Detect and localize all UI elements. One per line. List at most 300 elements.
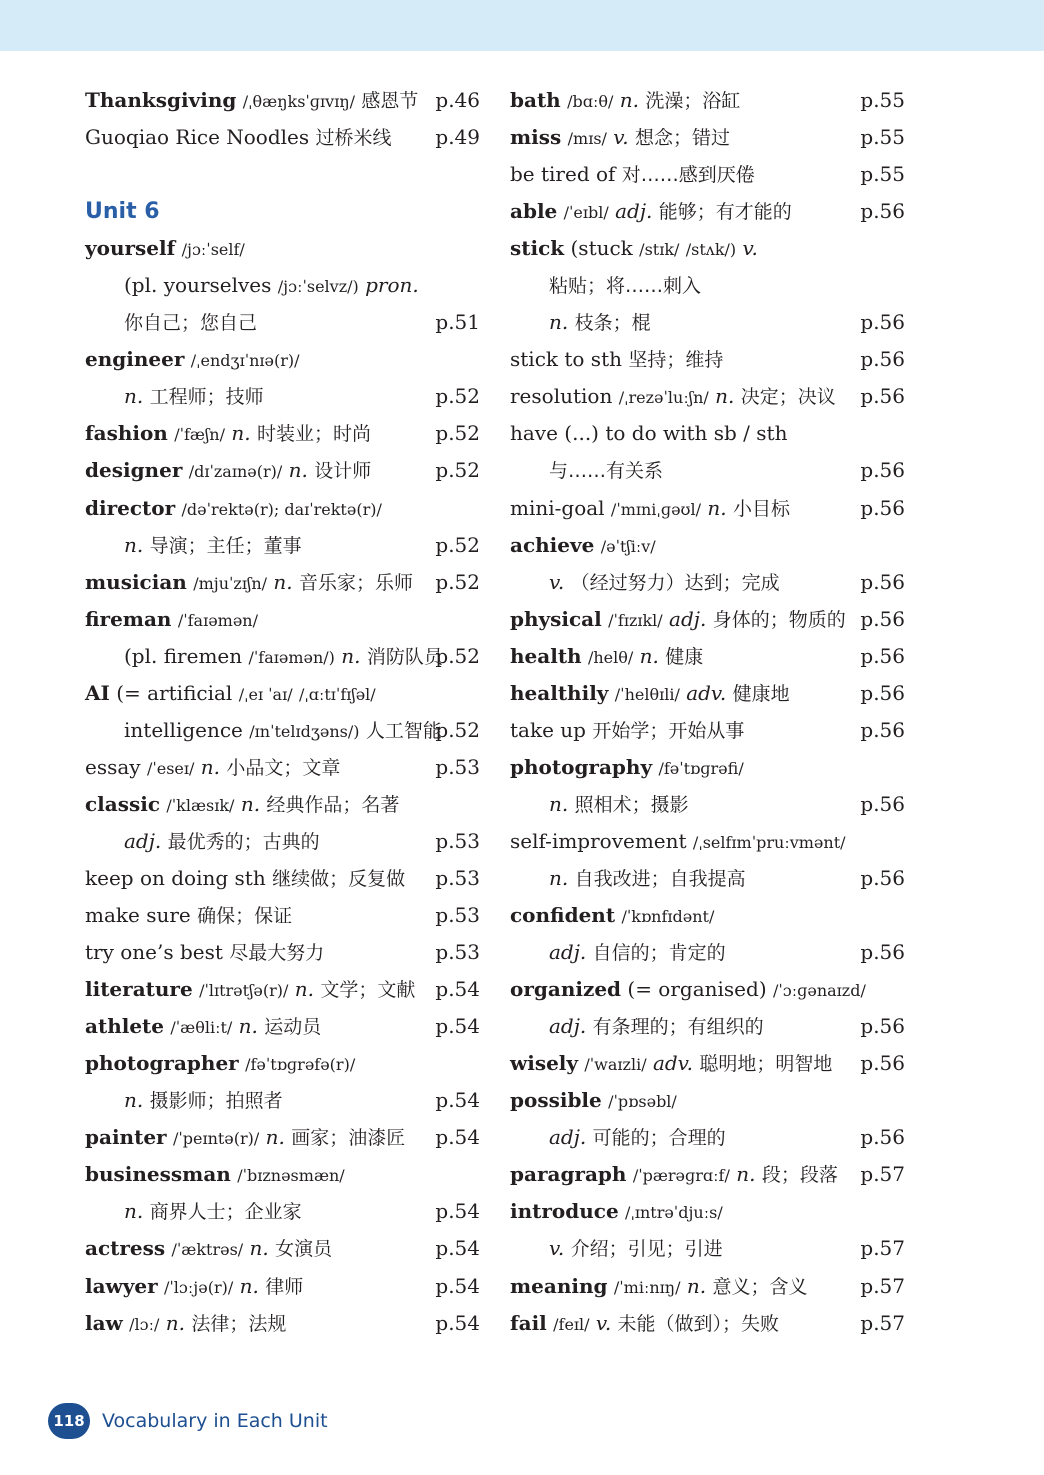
vocab-entry-line	[510, 1305, 905, 1342]
page-reference: p.54	[435, 977, 480, 1002]
chinese-meaning: 消防队员	[366, 645, 443, 668]
page-reference: p.56	[860, 310, 905, 335]
chinese-meaning: 工程师；技师	[149, 386, 264, 409]
chinese-meaning: 洗澡；浴缸	[645, 90, 741, 112]
vocab-entry-line	[510, 1045, 905, 1082]
phonetic: /stʌk/)	[685, 240, 737, 260]
chinese-meaning: 时装业；时尚	[256, 423, 371, 446]
entry-text: (stuck	[570, 236, 633, 261]
page-reference: p.56	[860, 199, 905, 224]
chinese-meaning: 你自己；您自己	[124, 312, 258, 335]
page-reference: p.56	[860, 717, 905, 742]
page-reference: p.53	[435, 865, 480, 890]
page-reference: p.53	[435, 940, 480, 965]
chinese-meaning: 意义；含义	[712, 1275, 808, 1298]
vocab-entry-line	[510, 712, 905, 749]
chinese-meaning: 经典作品；名著	[266, 793, 400, 816]
headword: achieve	[510, 532, 595, 557]
headword: photographer	[85, 1051, 239, 1076]
entry-text: (= artificial	[116, 680, 233, 705]
headword: literature	[85, 977, 193, 1002]
page-reference: p.54	[435, 1236, 480, 1261]
phonetic: /lɔː/	[129, 1314, 160, 1334]
vocab-entry-line	[85, 267, 480, 304]
page-reference: p.52	[435, 717, 480, 742]
vocab-entry-line	[85, 971, 480, 1008]
page-reference: p.52	[435, 569, 480, 594]
vocab-entry-line	[510, 193, 905, 230]
part-of-speech: pron.	[365, 273, 419, 298]
entry-text: try one’s best	[85, 940, 223, 965]
chinese-meaning: 健康地	[732, 682, 790, 705]
vocab-entry-line	[85, 860, 480, 897]
vocab-entry-line	[85, 415, 480, 452]
chinese-meaning: 画家；油漆匠	[291, 1127, 406, 1150]
chinese-meaning: 开始学；开始从事	[592, 719, 745, 742]
chinese-meaning: 身体的；物质的	[712, 608, 846, 631]
part-of-speech: n.	[165, 1310, 185, 1335]
phonetic: /ˌɑːtɪˈfɪʃəl/	[298, 684, 376, 704]
vocab-entry-line	[510, 156, 905, 193]
chinese-meaning: 小目标	[732, 497, 790, 520]
vocab-entry-line	[510, 897, 905, 934]
headword: bath	[510, 88, 561, 112]
page-reference: p.54	[435, 1125, 480, 1150]
vocab-entry-line	[85, 1008, 480, 1045]
vocab-entry-line	[510, 675, 905, 712]
phonetic: /bɑːθ/	[567, 92, 614, 111]
vocab-entry-line	[510, 601, 905, 638]
vocab-entry-line	[85, 675, 480, 712]
vocab-entry-line	[510, 230, 905, 267]
chinese-meaning: 小品文；文章	[226, 756, 341, 779]
part-of-speech: n.	[294, 977, 315, 1002]
vocab-entry-line	[510, 823, 905, 860]
page-reference: p.53	[435, 828, 480, 853]
part-of-speech: n.	[240, 791, 261, 816]
entry-text: be tired of	[510, 162, 616, 187]
entry-text: mini-goal	[510, 495, 605, 520]
vocab-entry-line	[85, 230, 480, 267]
vocab-entry-line	[510, 934, 905, 971]
page-reference: p.56	[860, 384, 905, 409]
chinese-meaning: 文学；文献	[320, 979, 416, 1002]
vocab-entry-line	[85, 934, 480, 971]
page-reference: p.52	[435, 421, 480, 446]
entry-text: (pl. firemen	[124, 643, 243, 668]
vocab-entry-line	[85, 786, 480, 823]
vocab-entry-line	[510, 378, 905, 415]
part-of-speech: n.	[231, 421, 251, 446]
phonetic: /ˌθæŋksˈɡɪvɪŋ/	[242, 92, 356, 111]
vocab-entry-line	[510, 452, 905, 489]
headword: director	[85, 495, 176, 520]
phonetic: /stɪk/	[639, 240, 680, 260]
part-of-speech: n.	[273, 569, 293, 594]
part-of-speech: n.	[124, 1088, 144, 1113]
chinese-meaning: 尽最大努力	[229, 942, 325, 965]
part-of-speech: n.	[238, 1014, 258, 1039]
part-of-speech: n.	[549, 791, 569, 816]
part-of-speech: adj.	[549, 1125, 587, 1150]
part-of-speech: adj.	[669, 606, 707, 631]
phonetic: /ˈhelθɪli/	[614, 684, 680, 704]
chinese-meaning: 律师	[265, 1275, 304, 1298]
vocabulary-column-right	[510, 82, 905, 1342]
vocabulary-column-left	[85, 82, 480, 1342]
chinese-meaning: 介绍；引见；引进	[570, 1238, 723, 1261]
vocab-entry-line	[510, 564, 905, 601]
page-reference: p.57	[860, 1310, 905, 1335]
unit-heading: Unit 6	[85, 199, 160, 225]
phonetic: /fəˈtɒɡrəfi/	[658, 758, 744, 778]
headword: healthily	[510, 680, 609, 705]
part-of-speech: v.	[549, 1236, 565, 1261]
page-reference: p.56	[860, 495, 905, 520]
page-reference: p.54	[435, 1014, 480, 1039]
vocab-entry-line	[85, 341, 480, 378]
chinese-meaning: 运动员	[264, 1016, 322, 1039]
entry-text: have (...) to do with sb / sth	[510, 421, 788, 446]
vocab-entry-line	[85, 452, 480, 489]
chinese-meaning: 导演；主任；董事	[149, 534, 302, 557]
chinese-meaning: 决定；决议	[740, 386, 836, 409]
vocab-entry-line	[510, 267, 905, 304]
phonetic: /ˈwaɪzli/	[584, 1055, 647, 1075]
phonetic: /ɪnˈtelɪdʒəns/)	[249, 721, 360, 741]
part-of-speech: n.	[619, 88, 639, 112]
page-reference: p.54	[435, 1088, 480, 1113]
page-reference: p.57	[860, 1162, 905, 1187]
phonetic: /dɪˈzaɪnə(r)/	[188, 462, 283, 482]
headword: photography	[510, 754, 653, 779]
entry-text: make sure	[85, 903, 191, 928]
chinese-meaning: 感恩节	[361, 90, 419, 112]
vocab-entry-line	[85, 378, 480, 415]
part-of-speech: n.	[265, 1125, 285, 1150]
chinese-meaning: 健康	[665, 645, 704, 668]
entry-text: essay	[85, 754, 141, 779]
page-reference: p.56	[860, 940, 905, 965]
chinese-meaning: 照相术；摄影	[574, 793, 689, 816]
page-reference: p.56	[860, 347, 905, 372]
phonetic: /ˈlɔːjə(r)/	[164, 1277, 234, 1297]
vocab-entry-line	[85, 82, 480, 119]
headword: actress	[85, 1236, 166, 1261]
phonetic: /fəˈtɒɡrəfə(r)/	[245, 1055, 356, 1075]
phonetic: /ˈɔːɡənaɪzd/	[772, 981, 866, 1001]
phonetic: /ˈkɒnfɪdənt/	[621, 907, 715, 927]
chinese-meaning: 最优秀的；古典的	[167, 830, 320, 853]
page-number-badge: 118	[48, 1403, 90, 1439]
chinese-meaning: 聪明地；明智地	[699, 1053, 833, 1076]
chinese-meaning: 对……感到厌倦	[621, 164, 755, 187]
phonetic: /ˌselfɪmˈpruːvmənt/	[692, 832, 846, 852]
entry-text: intelligence	[124, 717, 243, 742]
chinese-meaning: 女演员	[275, 1238, 333, 1261]
page-reference: p.57	[860, 1236, 905, 1261]
phonetic: /ˈpɒsəbl/	[608, 1092, 677, 1112]
page-reference: p.57	[860, 1273, 905, 1298]
vocab-entry-line	[85, 1119, 480, 1156]
headword: lawyer	[85, 1273, 158, 1298]
headword: designer	[85, 458, 183, 483]
part-of-speech: n.	[239, 1273, 259, 1298]
headword: law	[85, 1310, 123, 1335]
page-reference: p.55	[860, 88, 905, 112]
vocab-entry-line	[510, 304, 905, 341]
page-reference: p.52	[435, 532, 480, 557]
phonetic: /jɔːˈselvz/)	[277, 277, 359, 297]
chinese-meaning: 有条理的；有组织的	[592, 1016, 764, 1039]
headword: health	[510, 643, 582, 668]
vocab-entry-line	[510, 971, 905, 1008]
top-header-band	[0, 0, 1044, 51]
phonetic: /ˈæθliːt/	[170, 1018, 233, 1038]
part-of-speech: adj.	[549, 1014, 587, 1039]
chinese-meaning: 段；段落	[761, 1164, 838, 1187]
vocab-entry-line	[85, 1230, 480, 1267]
vocab-entry-line	[85, 304, 480, 341]
vocab-entry-line	[510, 1008, 905, 1045]
headword: yourself	[85, 236, 176, 261]
vocab-entry-line	[85, 1268, 480, 1305]
headword: miss	[510, 125, 562, 150]
phonetic: /helθ/	[587, 647, 634, 667]
phonetic: /ˈmiːnɪŋ/	[613, 1277, 681, 1297]
chinese-meaning: 音乐家；乐师	[298, 571, 413, 594]
headword: musician	[85, 569, 187, 594]
chinese-meaning: 摄影师；拍照者	[149, 1090, 283, 1113]
page-reference: p.56	[860, 680, 905, 705]
phonetic: /ˈmɪniˌɡəʊl/	[610, 499, 701, 519]
headword: stick	[510, 236, 565, 261]
part-of-speech: n.	[288, 458, 308, 483]
headword: Thanksgiving	[85, 88, 237, 112]
vocab-entry-line	[510, 1082, 905, 1119]
entry-text: self-improvement	[510, 828, 687, 853]
headword: businessman	[85, 1162, 231, 1187]
page-reference: p.51	[435, 310, 480, 335]
spacer	[85, 156, 480, 193]
phonetic: /ˈpærəɡrɑːf/	[632, 1166, 730, 1186]
vocab-entry-line	[510, 490, 905, 527]
chinese-meaning: 继续做；反复做	[272, 867, 406, 890]
vocab-entry-line	[85, 1082, 480, 1119]
chinese-meaning: 枝条；棍	[574, 312, 651, 335]
vocab-entry-line	[510, 527, 905, 564]
headword: athlete	[85, 1014, 165, 1039]
page-reference: p.56	[860, 643, 905, 668]
chinese-meaning: 自我改进；自我提高	[574, 867, 746, 890]
headword: fashion	[85, 421, 168, 446]
chinese-meaning: 人工智能	[365, 719, 442, 742]
page-reference: p.56	[860, 1014, 905, 1039]
headword: fireman	[85, 606, 172, 631]
part-of-speech: n.	[549, 310, 569, 335]
chinese-meaning: 想念；错过	[634, 127, 730, 150]
vocab-entry-line	[510, 1119, 905, 1156]
page-reference: p.56	[860, 458, 905, 483]
phonetic: /ˌeɪ ˈaɪ/	[238, 684, 293, 704]
chinese-meaning: 未能（做到）；失败	[617, 1312, 780, 1335]
phonetic: /jɔːˈself/	[181, 240, 245, 260]
part-of-speech: v.	[613, 125, 629, 150]
page-reference: p.54	[435, 1199, 480, 1224]
phonetic: /ˈeseɪ/	[146, 758, 195, 778]
page-reference: p.56	[860, 569, 905, 594]
headword: classic	[85, 791, 161, 816]
page-reference: p.52	[435, 384, 480, 409]
vocab-entry-line	[85, 601, 480, 638]
page-reference: p.55	[860, 125, 905, 150]
page-reference: p.56	[860, 865, 905, 890]
chinese-meaning: 能够；有才能的	[658, 201, 792, 224]
vocab-entry-line	[510, 1156, 905, 1193]
headword: introduce	[510, 1199, 619, 1224]
chinese-meaning: 粘贴；将……刺入	[549, 275, 702, 298]
chinese-meaning: 与……有关系	[549, 460, 664, 483]
vocab-entry-line	[510, 749, 905, 786]
page-reference: p.56	[860, 1125, 905, 1150]
page-reference: p.56	[860, 606, 905, 631]
phonetic: /dəˈrektə(r); daɪˈrektə(r)/	[181, 499, 382, 519]
part-of-speech: v.	[595, 1310, 612, 1335]
vocab-entry-line	[85, 1305, 480, 1342]
page-reference: p.56	[860, 1051, 905, 1076]
vocab-entry-line	[85, 823, 480, 860]
vocab-entry-line	[85, 1193, 480, 1230]
phonetic: /ˈfɪzɪkl/	[608, 610, 663, 630]
page-footer	[48, 1403, 328, 1439]
part-of-speech: n.	[549, 865, 569, 890]
phonetic: /ˈfaɪəmən/)	[248, 647, 335, 667]
vocab-entry-line	[85, 564, 480, 601]
phonetic: /mjuˈzɪʃn/	[193, 573, 268, 593]
headword: paragraph	[510, 1162, 627, 1187]
page-reference: p.56	[860, 791, 905, 816]
headword: able	[510, 199, 558, 224]
headword: confident	[510, 903, 616, 928]
part-of-speech: n.	[124, 384, 144, 409]
page-reference: p.46	[435, 88, 480, 112]
chinese-meaning: 自信的；肯定的	[592, 942, 726, 965]
page-reference: p.54	[435, 1310, 480, 1335]
vocab-entry-line	[510, 860, 905, 897]
part-of-speech: n.	[736, 1162, 756, 1187]
part-of-speech: n.	[686, 1273, 707, 1298]
page-reference: p.55	[860, 162, 905, 187]
page-reference: p.49	[435, 125, 480, 150]
phonetic: /ˌendʒɪˈnɪə(r)/	[190, 351, 300, 371]
part-of-speech: n.	[200, 754, 221, 779]
page-reference: p.53	[435, 754, 480, 779]
entry-text: stick to sth	[510, 347, 622, 372]
part-of-speech: n.	[715, 384, 735, 409]
vocab-entry-line	[510, 415, 905, 452]
phonetic: /ˌrezəˈluːʃn/	[618, 388, 709, 408]
part-of-speech: n.	[249, 1236, 269, 1261]
part-of-speech: n.	[124, 532, 144, 557]
vocab-entry-line	[510, 1193, 905, 1230]
headword: engineer	[85, 347, 185, 372]
part-of-speech: adj.	[549, 940, 587, 965]
phonetic: /mɪs/	[567, 129, 607, 149]
part-of-speech: adj.	[615, 199, 653, 224]
entry-text: (= organised)	[627, 977, 767, 1002]
part-of-speech: n.	[639, 643, 659, 668]
page-reference: p.52	[435, 458, 480, 483]
part-of-speech: n.	[124, 1199, 144, 1224]
footer-title: Vocabulary in Each Unit	[102, 1410, 328, 1432]
phonetic: /ˈæktrəs/	[171, 1240, 244, 1260]
part-of-speech: n.	[707, 495, 727, 520]
chinese-meaning: 确保；保证	[197, 905, 293, 928]
vocab-entry-line	[85, 490, 480, 527]
phonetic: /ˈfaɪəmən/	[177, 610, 258, 630]
vocab-entry-line	[510, 341, 905, 378]
headword: wisely	[510, 1051, 579, 1076]
phonetic: /ˈpeɪntə(r)/	[172, 1129, 260, 1149]
part-of-speech: adv.	[652, 1051, 693, 1076]
chinese-meaning: 可能的；合理的	[592, 1127, 726, 1150]
phonetic: /ˈfæʃn/	[174, 425, 225, 445]
phonetic: /ˈklæsɪk/	[166, 795, 235, 815]
headword: meaning	[510, 1273, 608, 1298]
chinese-meaning: 过桥米线	[315, 127, 392, 150]
headword: physical	[510, 606, 602, 631]
part-of-speech: v.	[742, 236, 758, 261]
entry-text: resolution	[510, 384, 613, 409]
headword: fail	[510, 1310, 547, 1335]
vocab-entry-line	[510, 1230, 905, 1267]
vocab-entry-line	[510, 1268, 905, 1305]
part-of-speech: adv.	[686, 680, 727, 705]
chinese-meaning: 商界人士；企业家	[149, 1201, 302, 1224]
headword: AI	[85, 680, 110, 705]
vocab-entry-line	[85, 1045, 480, 1082]
page-reference: p.52	[435, 643, 480, 668]
phonetic: /ˈeɪbl/	[563, 203, 609, 223]
entry-text: Guoqiao Rice Noodles	[85, 125, 310, 150]
phonetic: /əˈtʃiːv/	[600, 536, 656, 556]
chinese-meaning: 设计师	[314, 460, 372, 483]
phonetic: /ˈbɪznəsmæn/	[237, 1166, 345, 1186]
vocab-entry-line	[510, 119, 905, 156]
phonetic: /ˈlɪtrətʃə(r)/	[199, 981, 289, 1001]
headword: possible	[510, 1088, 602, 1113]
phonetic: /feɪl/	[553, 1314, 590, 1334]
headword: painter	[85, 1125, 167, 1150]
vocab-entry-line	[85, 527, 480, 564]
entry-text: take up	[510, 717, 586, 742]
phonetic: /ˌɪntrəˈdjuːs/	[625, 1203, 723, 1223]
part-of-speech: n.	[341, 643, 361, 668]
vocab-entry-line	[510, 786, 905, 823]
vocab-entry-line	[85, 749, 480, 786]
vocab-entry-line	[510, 82, 905, 119]
vocab-entry-line	[85, 897, 480, 934]
vocab-entry-line	[85, 712, 480, 749]
vocab-entry-line	[510, 638, 905, 675]
chinese-meaning: （经过努力）达到；完成	[570, 571, 780, 594]
chinese-meaning: 法律；法规	[191, 1312, 287, 1335]
entry-text: keep on doing sth	[85, 865, 266, 890]
vocab-entry-line	[85, 1156, 480, 1193]
vocab-entry-line	[85, 119, 480, 156]
chinese-meaning: 坚持；维持	[628, 349, 724, 372]
entry-text: (pl. yourselves	[124, 273, 272, 298]
